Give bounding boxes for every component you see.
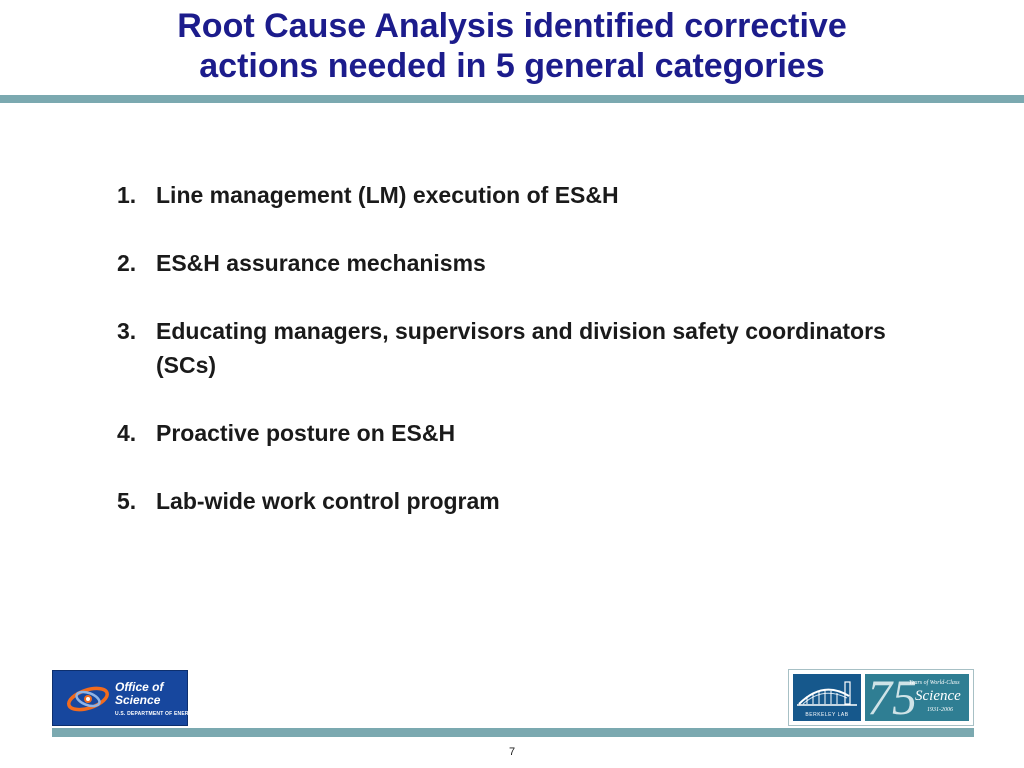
berkeley-lab-75-years-logo	[788, 669, 974, 726]
cyclotron-building-icon	[793, 674, 861, 712]
list-item-text: Line management (LM) execution of ES&H	[156, 182, 619, 208]
berkeley-lab-emblem	[793, 674, 861, 721]
list-item-number: 3.	[117, 318, 137, 344]
slide-title	[0, 6, 1024, 86]
office-of-science-logo	[52, 670, 197, 726]
office-logo-line-3: U.S. DEPARTMENT OF ENERGY	[115, 711, 197, 717]
office-logo-line-2: Science	[115, 693, 161, 707]
slide-title-line-2: actions needed in 5 general categories	[199, 47, 825, 85]
title-divider	[0, 95, 1024, 103]
list-item	[117, 314, 917, 382]
list-item-number: 5.	[117, 488, 137, 514]
page-number: 7	[508, 746, 516, 758]
office-logo-line-1: Office of	[115, 680, 164, 694]
atom-swirl-icon	[65, 681, 111, 717]
list-item-text: Proactive posture on ES&H	[156, 420, 456, 446]
list-item	[117, 246, 917, 280]
slide-title-line-1: Root Cause Analysis identified corrective	[177, 7, 847, 45]
list-item-text: Educating managers, supervisors and division safety coordinators (SCs)	[156, 318, 886, 378]
anniversary-word: Science	[915, 688, 961, 704]
footer-divider	[52, 728, 974, 737]
numbered-list	[117, 178, 917, 552]
list-item	[117, 178, 917, 212]
list-item-text: Lab-wide work control program	[156, 488, 500, 514]
list-item-number: 1.	[117, 182, 137, 208]
list-item-number: 2.	[117, 250, 137, 276]
list-item-text: ES&H assurance mechanisms	[156, 250, 486, 276]
anniversary-years: 1931-2006	[927, 707, 953, 713]
berkeley-lab-name: BERKELEY LAB	[805, 712, 849, 718]
list-item	[117, 484, 917, 518]
anniversary-number: 75	[867, 669, 917, 725]
anniversary-tagline: Years of World-Class	[909, 680, 960, 686]
anniversary-badge	[865, 669, 969, 725]
list-item	[117, 416, 917, 450]
list-item-number: 4.	[117, 420, 137, 446]
